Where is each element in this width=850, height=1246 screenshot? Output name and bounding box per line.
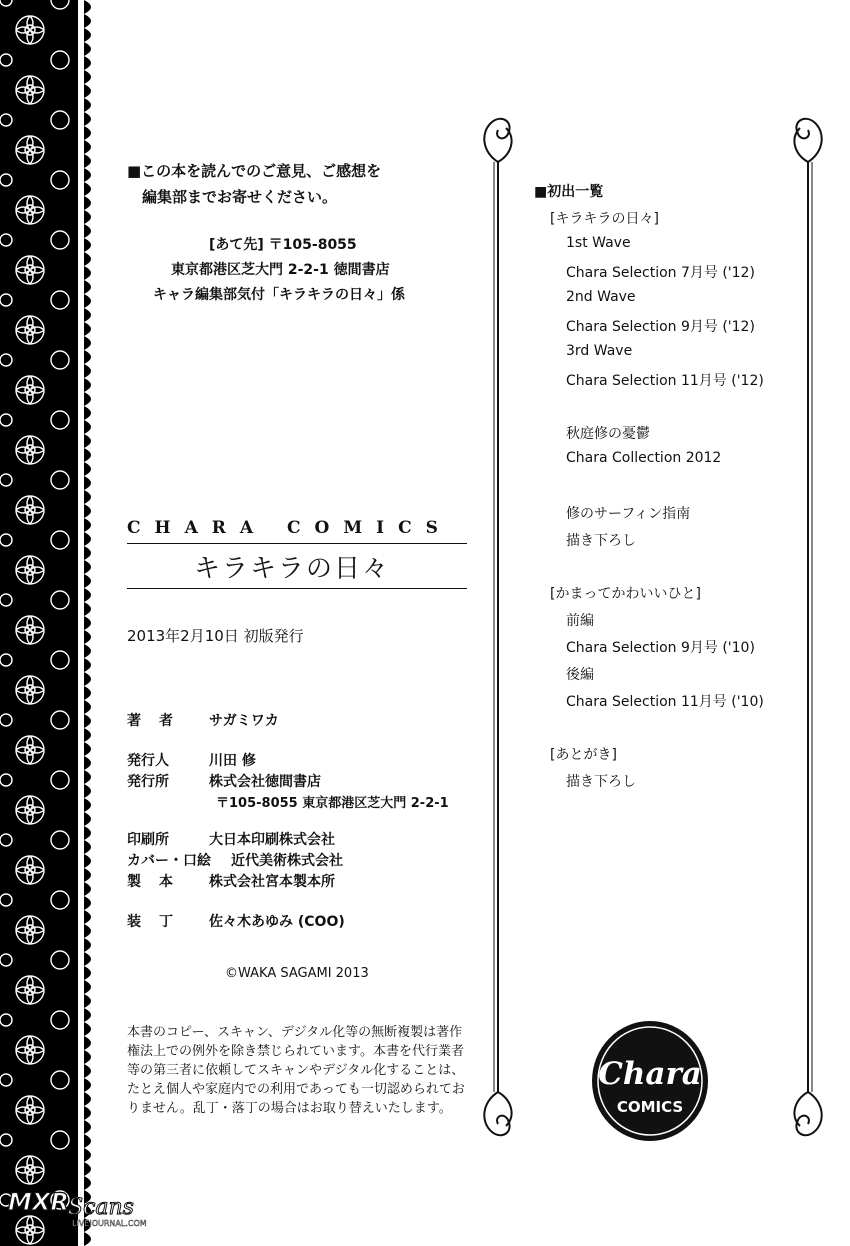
title-rule-bottom — [127, 588, 467, 589]
toc-item: 描き下ろし — [566, 533, 636, 549]
toc-item: Chara Selection 7月号 ('12) — [566, 265, 755, 281]
cover-value: 近代美術株式会社 — [231, 853, 343, 869]
toc-item: 修のサーフィン指南 — [566, 506, 691, 522]
toc-heading: ■初出一覧 — [534, 184, 604, 200]
legal-notice-line: たとえ個人や家庭内での利用であっても一切認められてお — [127, 1082, 465, 1097]
publisher-person-label: 発行人 — [127, 753, 169, 769]
toc-item: 後編 — [566, 667, 594, 683]
right-scroll-ornament — [788, 92, 828, 1162]
publisher-person-value: 川田 修 — [209, 753, 256, 769]
binding-label: 製 本 — [127, 874, 175, 890]
toc-item: Chara Selection 11月号 ('12) — [566, 373, 764, 389]
printing-label: 印刷所 — [127, 832, 169, 848]
publisher-address: 〒105-8055 東京都港区芝大門 2-2-1 — [216, 796, 449, 811]
toc-item: Chara Collection 2012 — [566, 450, 722, 466]
toc-item: Chara Selection 9月号 ('12) — [566, 319, 755, 335]
publisher-value: 株式会社徳間書店 — [209, 774, 321, 790]
toc-section-title: [かまってかわいいひと] — [550, 586, 701, 602]
lace-border-decoration — [0, 0, 92, 1246]
book-title: キラキラの日々 — [194, 554, 391, 584]
legal-notice-line: りません。乱丁・落丁の場合はお取り替えいたします。 — [127, 1101, 452, 1116]
legal-notice-line: 等の第三者に依頼してスキャンやデジタル化することは、 — [127, 1063, 465, 1078]
toc-item: Chara Selection 9月号 ('10) — [566, 640, 755, 656]
cover-label: カバー・口絵 — [127, 853, 211, 869]
reader-notice-line1: ■この本を読んでのご意見、ご感想を — [127, 162, 382, 180]
title-rule-top — [127, 543, 467, 544]
reader-notice-line2: 編集部までお寄せください。 — [142, 188, 338, 206]
copyright: ©WAKA SAGAMI 2013 — [225, 966, 369, 981]
toc-section-title: [キラキラの日々] — [550, 211, 659, 227]
binding-value: 株式会社宮本製本所 — [209, 874, 335, 890]
toc-item: 1st Wave — [566, 235, 631, 251]
imprint-label: CHARA COMICS — [127, 518, 452, 538]
watermark-mark: MXR — [8, 1188, 69, 1216]
scanlation-watermark — [4, 1180, 164, 1240]
design-value: 佐々木あゆみ (COO) — [209, 914, 345, 930]
printing-value: 大日本印刷株式会社 — [209, 832, 335, 848]
address-line2: 東京都港区芝大門 2-2-1 徳間書店 — [171, 262, 390, 278]
toc-item: 3rd Wave — [566, 343, 633, 359]
toc-section-title: [あとがき] — [550, 747, 617, 763]
first-edition-date: 2013年2月10日 初版発行 — [127, 627, 304, 645]
address-line1: [あて先] 〒105-8055 — [209, 237, 357, 253]
address-line3: キャラ編集部気付「キラキラの日々」係 — [153, 287, 405, 303]
toc-item: 前編 — [566, 613, 594, 629]
watermark-scans: Scans — [68, 1195, 134, 1220]
author-label: 著 者 — [127, 713, 175, 729]
toc-item: 秋庭修の憂鬱 — [566, 426, 650, 442]
author-value: サガミワカ — [209, 713, 279, 729]
left-scroll-ornament — [478, 92, 518, 1162]
publisher-label: 発行所 — [127, 774, 169, 790]
design-label: 装 丁 — [127, 914, 175, 930]
chara-comics-logo — [590, 1020, 710, 1142]
toc-item: 2nd Wave — [566, 289, 636, 305]
logo-wordmark: Chara — [598, 1056, 702, 1092]
toc-item: 描き下ろし — [566, 774, 636, 790]
legal-notice-line: 本書のコピー、スキャン、デジタル化等の無断複製は著作 — [127, 1025, 463, 1040]
legal-notice — [127, 1023, 477, 1118]
logo-subtext: COMICS — [616, 1098, 684, 1116]
toc-item: Chara Selection 11月号 ('10) — [566, 694, 764, 710]
legal-notice-line: 権法上での例外を除き禁じられています。本書を代行業者 — [127, 1044, 464, 1059]
watermark-site: LIVEJOURNAL.COM — [72, 1219, 147, 1228]
